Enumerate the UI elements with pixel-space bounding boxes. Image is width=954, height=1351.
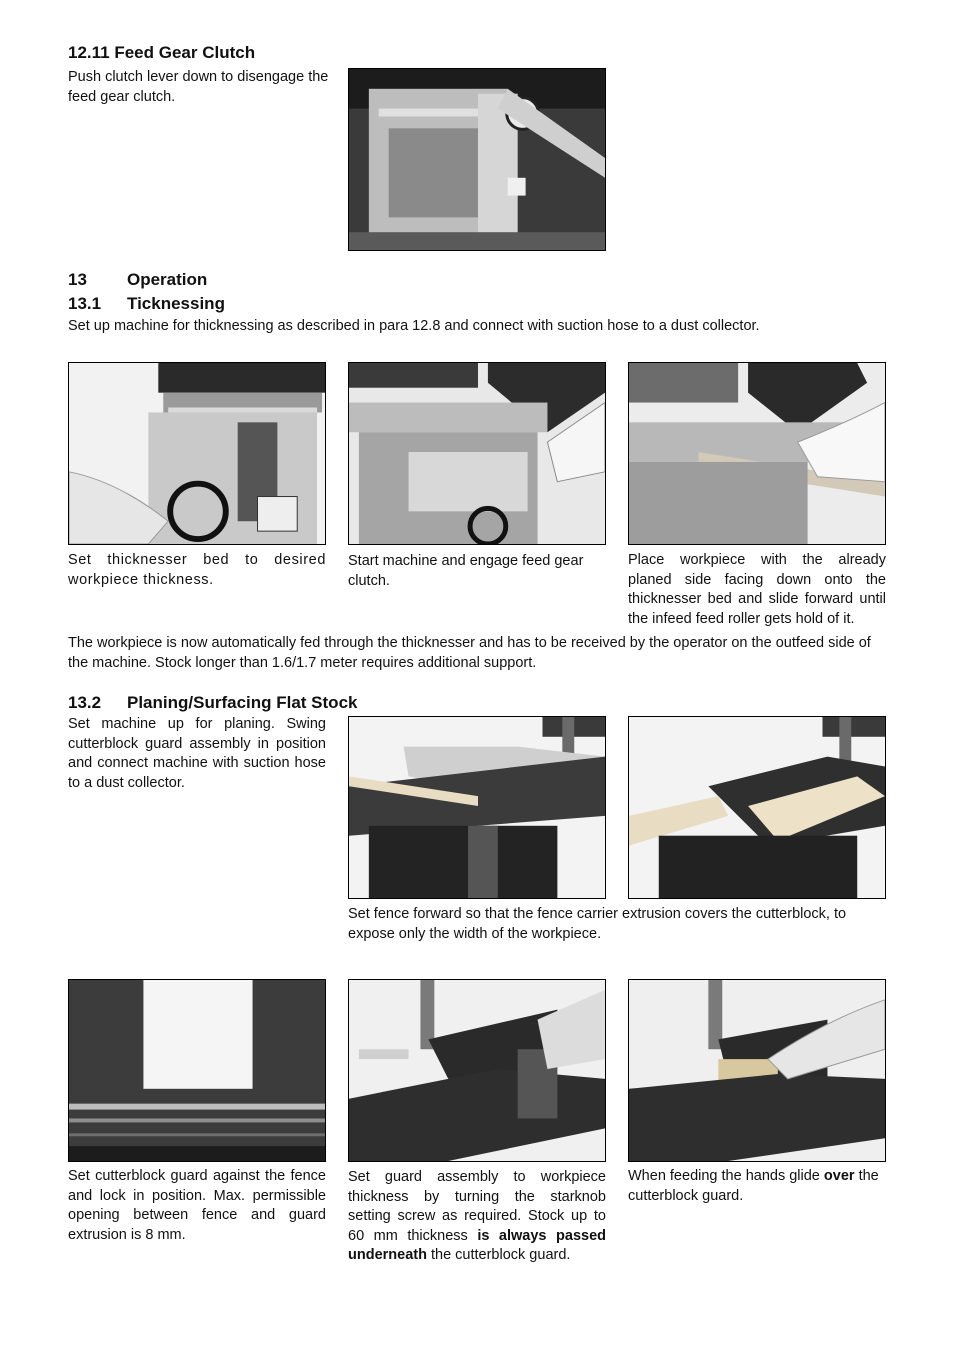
caption-hands-over-guard: When feeding the hands glide over the cutterblock guard. bbox=[628, 1168, 879, 1204]
section-13-heading: 13 Operation bbox=[68, 270, 208, 289]
caption-set-fence-forward: Set fence forward so that the fence carrier extrusion covers the cutterblock, to expose only the width of the workpiece. bbox=[348, 906, 847, 942]
hands-over-guard-photo bbox=[628, 979, 886, 1162]
caption-place-workpiece: Place workpiece with the already planed side facing down onto the thicknesser bed and slide forward until the infeed feed roller gets hold of it. bbox=[628, 552, 886, 627]
guard-thickness-setting-photo bbox=[348, 979, 606, 1162]
planer-fence-back-photo bbox=[348, 716, 606, 899]
cutterblock-guard-closeup-photo bbox=[68, 979, 326, 1162]
caption-engage-clutch: Start machine and engage feed gear clutch. bbox=[348, 553, 584, 589]
section-12-11-heading: 12.11 Feed Gear Clutch bbox=[68, 43, 256, 62]
place-workpiece-photo bbox=[628, 362, 886, 545]
thicknesser-bed-photo bbox=[68, 362, 326, 545]
section-13-1-note: The workpiece is now automatically fed through the thicknesser and has to be received by the operator on the outfeed side of the machine. Stock longer than 1.6/1.7 meter requires additional support. bbox=[68, 635, 871, 671]
caption-thicknesser-bed: Set thicknesser bed to desired workpiece thickness. bbox=[68, 552, 326, 588]
caption-guard-against-fence: Set cutterblock guard against the fence and lock in position. Max. permissible opening between fence and guard extrusion is 8 mm. bbox=[68, 1168, 326, 1243]
section-13-1-intro: Set up machine for thicknessing as described in para 12.8 and connect with suction hose to a dust collector. bbox=[68, 318, 760, 334]
caption-guard-thickness: Set guard assembly to workpiece thickness by turning the starknob setting screw as required. Stock up to 60 mm thickness is always passed underneath the cutterblock guard. bbox=[348, 1169, 606, 1263]
section-13-2-heading: 13.2 Planing/Surfacing Flat Stock bbox=[68, 693, 358, 712]
section-12-11-text: Push clutch lever down to disengage the feed gear clutch. bbox=[68, 69, 329, 105]
engage-feed-clutch-photo bbox=[348, 362, 606, 545]
feed-gear-clutch-photo bbox=[348, 68, 606, 251]
planer-fence-forward-photo bbox=[628, 716, 886, 899]
section-13-1-heading: 13.1 Ticknessing bbox=[68, 294, 225, 313]
section-13-2-intro: Set machine up for planing. Swing cutterblock guard assembly in position and connect machine with suction hose to a dust collector. bbox=[68, 716, 326, 791]
